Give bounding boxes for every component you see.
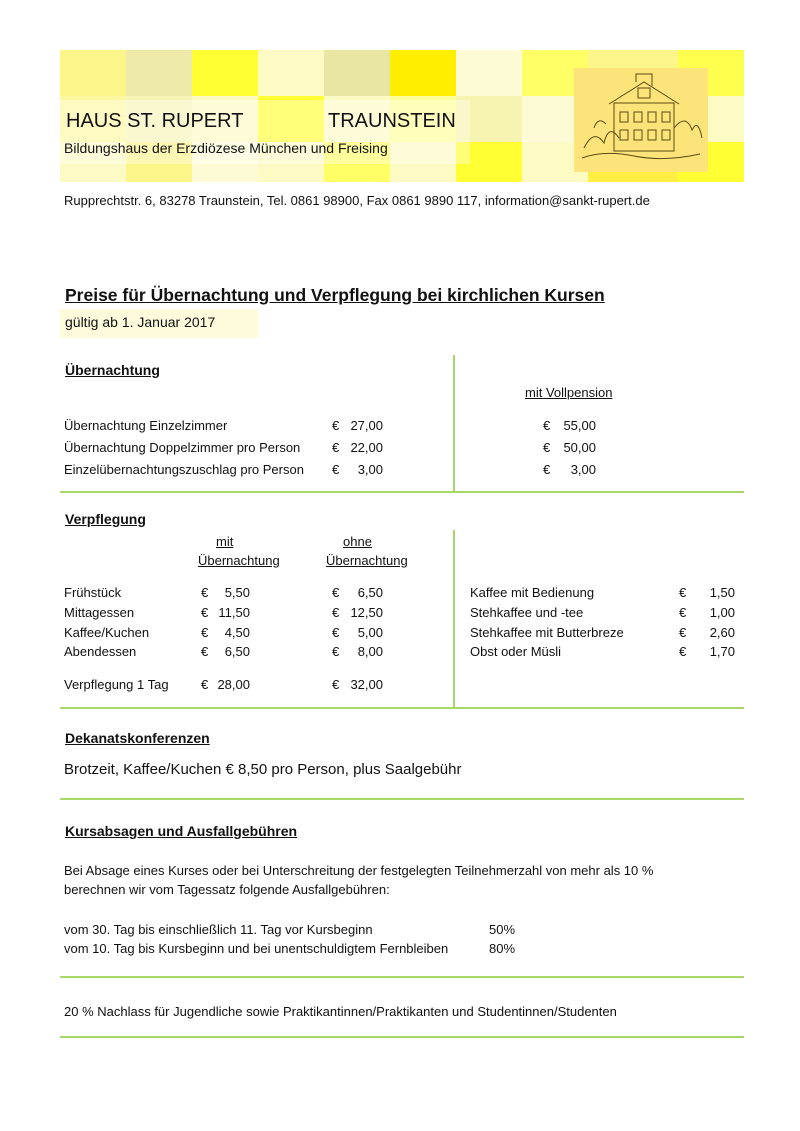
col-header-ohne: ohne <box>343 534 372 549</box>
col-header-vollpension: mit Vollpension <box>525 385 613 400</box>
section-heading-verpflegung: Verpflegung <box>65 511 146 527</box>
section-heading-dekanat: Dekanatskonferenzen <box>65 730 210 746</box>
house-city: TRAUNSTEIN <box>328 110 456 132</box>
valid-from-text: gültig ab 1. Januar 2017 <box>65 314 216 330</box>
kurs-text-line2: berechnen wir vom Tagessatz folgende Ausfallgebühren: <box>64 882 390 897</box>
house-name: HAUS ST. RUPERT <box>66 110 244 132</box>
building-drawing-icon <box>574 68 708 172</box>
divider <box>60 491 744 493</box>
col-header-mit-2: Übernachtung <box>198 553 280 568</box>
col-header-ohne-2: Übernachtung <box>326 553 408 568</box>
divider-vertical <box>453 530 455 708</box>
dekanat-text: Brotzeit, Kaffee/Kuchen € 8,50 pro Person, plus Saalgebühr <box>64 761 462 778</box>
divider <box>60 798 744 800</box>
divider <box>60 976 744 978</box>
divider <box>60 707 744 709</box>
section-heading-uebernachtung: Übernachtung <box>65 362 160 378</box>
col-header-mit: mit <box>216 534 234 549</box>
discount-note: 20 % Nachlass für Jugendliche sowie Praktikantinnen/Praktikanten und Studentinnen/Studenten <box>64 1004 617 1019</box>
kurs-text-line1: Bei Absage eines Kurses oder bei Unterschreitung der festgelegten Teilnehmerzahl von mehr als 10 % <box>64 863 654 878</box>
divider <box>60 1036 744 1038</box>
contact-address: Rupprechtstr. 6, 83278 Traunstein, Tel. 0861 98900, Fax 0861 9890 117, information@sankt-rupert.de <box>64 193 650 208</box>
divider-vertical <box>453 355 455 492</box>
section-heading-kurs: Kursabsagen und Ausfallgebühren <box>65 823 298 839</box>
house-subtitle: Bildungshaus der Erzdiözese München und Freising <box>64 140 388 156</box>
page-title: Preise für Übernachtung und Verpflegung bei kirchlichen Kursen <box>65 285 605 305</box>
